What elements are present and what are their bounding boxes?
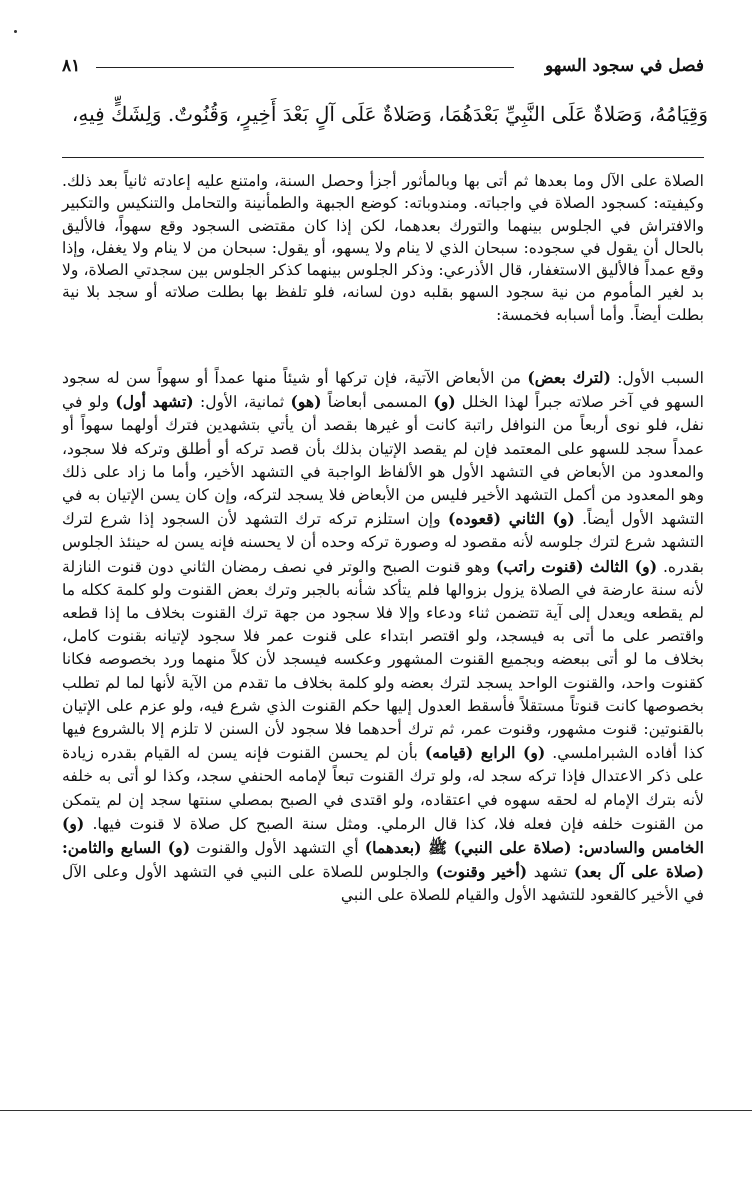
bold-term: (و) <box>433 392 456 412</box>
header-rule <box>96 67 514 68</box>
bold-term: (و) السابع والثامن: (صلاة على آل بعد) <box>62 838 704 882</box>
page-header <box>62 56 704 80</box>
bold-term: (و) الخامس والسادس: (صلاة على النبي) ﷺ (بعدهما) <box>62 813 704 858</box>
bold-term: (و) الثالث (قنوت راتب) <box>496 556 658 576</box>
commentary-paragraph-2 <box>62 366 704 908</box>
bold-term: (أخير وقنوت) <box>435 862 528 882</box>
text-run: والجلوس للصلاة على النبي في التشهد الأول وعلى الآل في الأخير كالقعود للتشهد الأول والقيام للصلاة على النبي <box>62 863 704 905</box>
bold-term: (هو) <box>290 392 322 412</box>
page-number: ٨١ <box>62 56 81 76</box>
text-run: وهو قنوت الصبح والوتر في نصف رمضان الثاني دون قنوت النازلة لأنه سنة عارضة في الصلاة يزول بزوالها فلم يتأكد شأنه بالجبر وترك بعض القنوت ولو كلمة ككله ما لم يقطعه ويعدل إلى آية تتضمن ثناء ودعاء وإلا فلا سجود من جهة ترك القنوت بخلاف ما إذا قطعه واقتصر على ما أتى به فيسجد، ولو اقتصر ابتداء على قنوت عمر فلا سجود لإتيانه بقنوت كامل، بخلاف ما لو أتى ببعضه وبجميع القنوت المشهور وعكسه فيسجد لأن كلاً منهما ورد بخصوصه فكانا كقنوت واحد، والقنوت الواحد يسجد لترك بعضه ولو كلمة بخلاف ما تقدم من الآية لأنها لما لم تطلب بخصوصها كانت قنوتاً مستقلاً فأسقط العدول إليها حكم القنوت الذي شرع فيه، ولو عزم على الإتيان بالقنوتين: قنوت مشهور، وقنوت عمر، ثم ترك أحدهما فلا سجود لأن السنن لا تلزم إلا بالشروع فيها كذا أفاده الشبراملسي. <box>62 557 704 763</box>
text-run: المسمى أبعاضاً <box>321 393 434 412</box>
text-run: أي التشهد الأول والقنوت <box>190 839 365 858</box>
separator-rule <box>62 157 704 158</box>
text-run: من الأبعاض الآتية، فإن تركها أو شيئاً منها عمداً أو سهواً سن له سجود السهو في آخر صلاته جبراً لهذا الخلل <box>62 369 704 412</box>
text-run: تشهد <box>527 863 575 882</box>
speck-mark <box>14 30 17 33</box>
bold-term: (و) الثاني (قعوده) <box>448 509 575 529</box>
text-run: بأن لم يحسن القنوت فإنه يسن له القيام بقدره زيادة على ذكر الاعتدال فإذا تركه سجد له، ولو ترك القنوت تبعاً لإمامه الحنفي سجد، وكذا لو أتى به خلفه لأنه بترك الإمام له لحقه سهوه في اعتقاده، ولو اقتدى في الصبح بمصلي سنتها سجد إن لم يتمكن من القنوت خلفه فإن فعله فلا، كذا قال الرملي. ومثل سنة الصبح كل صلاة لا قنوت فيها. <box>62 744 704 833</box>
bold-term: (تشهد أول) <box>115 392 194 412</box>
running-title: فصل في سجود السهو <box>544 56 704 76</box>
bold-term: (و) الرابع (قيامه) <box>424 743 546 763</box>
text-run: ولو في نفل، فلو نوى أربعاً من النوافل راتبة كانت أو غيرها بقصد أن يأتي بتشهدين فترك أولهما سهواً أو عمداً سجد للسهو على المعتمد فإن لم يقصد الإتيان بذلك بأن قصد تركه أو أطلق وتركه فلا سجود، والمعدود من الأبعاض في التشهد الأول هو الألفاظ الواجبة في التشهد الأخير، وأما ما زاد على ذلك وهو المعدود من أكمل التشهد الأخير فليس من الأبعاض فلا يسجد لتركه، وإن كان يسن الإتيان به في التشهد الأول أيضاً. <box>62 393 704 529</box>
scan-bottom-edge <box>0 1110 752 1111</box>
text-run: ثمانية، الأول: <box>193 393 291 412</box>
text-run: وإن استلزم تركه ترك التشهد لأن السجود إذا شرع لترك التشهد شرع لترك جلوسه لأنه مقصود له وصورة تركه وحده أن لا يحسنه فإنه يسن له حينئذ الجلوس بقدره. <box>62 510 705 576</box>
commentary-paragraph-1: الصلاة على الآل وما بعدها ثم أتى بها وبالمأثور أجزأ وحصل السنة، وامتنع عليه إعادته ثانياً بعد ذلك. وكيفيته: كسجود الصلاة في واجباته. ومندوباته: كوضع الجبهة والطمأنينة والتحامل والتنكيس والتكبير والافتراش في الجلوس بينهما والتورك بعدهما، لكن إذا كان مقتضى السجود وقع سهواً، فالأليق بالحال أن يقول في سجوده: سبحان الذي لا ينام ولا يسهو، أو يقول: سبحان من لا ينام ولا يغفل، وإذا وقع عمداً فالأليق الاستغفار، قال الأذرعي: وذكر الجلوس بينهما كذكر الجلوس بين سجدتي الصلاة، ولا بد لغير المأموم من نية سجود السهو بقلبه دون لسانه، فلو تلفظ بها بطلت صلاته أو سجد بلا نية بطلت أيضاً. وأما أسبابه فخمسة: <box>62 172 704 324</box>
bold-term: (لترك بعض) <box>527 368 611 387</box>
matn-text-line: وَقِيَامُهُ، وَصَلاةٌ عَلَى النَّبِيِّ بَعْدَهُمَا، وَصَلاةٌ عَلَى آلٍ بَعْدَ أَخِيرٍ، وَقُنُوتٌ. وَلِشَكٍّ فِيهِ، <box>71 102 708 126</box>
text-run: السبب الأول: <box>610 369 704 387</box>
